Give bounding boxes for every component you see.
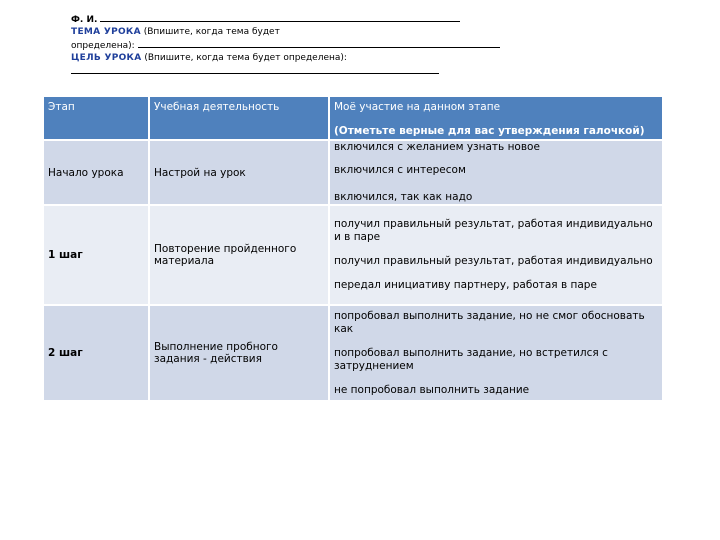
activity-cell: Повторение пройденного материала [150,206,330,306]
topic-label: ТЕМА УРОКА [71,26,141,37]
options-cell [330,206,664,306]
activity-cell: Настрой на урок [150,141,330,206]
goal-blank[interactable] [71,64,439,74]
topic-instruction: (Впишите, когда тема будет [143,26,280,37]
lesson-self-assessment-table [44,97,664,402]
goal-label: ЦЕЛЬ УРОКА [71,52,142,63]
header-participation-note: (Отметьте верные для вас утверждения галочкой) [334,125,645,137]
table-row [44,206,664,306]
option-item[interactable]: получил правильный результат, работая индивидуально и в паре [334,218,653,243]
option-item[interactable]: передал инициативу партнеру, работая в паре [334,279,597,291]
worksheet-header [71,12,541,79]
options-cell [330,141,664,206]
name-line [71,12,541,27]
table-row [44,306,664,402]
stage-cell: 1 шаг [44,206,150,306]
goal-instruction: (Впишите, когда тема будет определена): [144,52,347,63]
option-item[interactable]: включился с интересом [334,164,466,176]
topic-instruction-cont: определена): [71,41,135,51]
header-participation-title: Моё участие на данном этапе [334,101,501,113]
goal-line-2 [71,64,541,79]
table-row [44,141,664,206]
header-stage: Этап [44,97,150,141]
option-item[interactable]: попробовал выполнить задание, но не смог обосновать как [334,309,645,335]
topic-line [71,27,541,39]
name-blank[interactable] [100,12,460,22]
name-label: Ф. И. [71,15,98,25]
stage-cell: Начало урока [44,141,150,206]
header-activity: Учебная деятельность [150,97,330,141]
goal-line [71,53,541,65]
stage-cell: 2 шаг [44,306,150,402]
option-item[interactable]: попробовал выполнить задание, но встретился с затруднением [334,346,608,372]
topic-line-2 [71,38,541,53]
activity-cell: Выполнение пробного задания - действия [150,306,330,402]
option-item[interactable]: получил правильный результат, работая индивидуально [334,255,653,267]
option-item[interactable]: включился, так как надо [334,191,473,203]
header-participation [330,97,664,141]
topic-blank[interactable] [138,38,500,48]
options-cell [330,306,664,402]
option-item[interactable]: не попробовал выполнить задание [334,383,530,396]
option-item[interactable]: включился с желанием узнать новое [334,141,540,153]
table-header-row [44,97,664,141]
